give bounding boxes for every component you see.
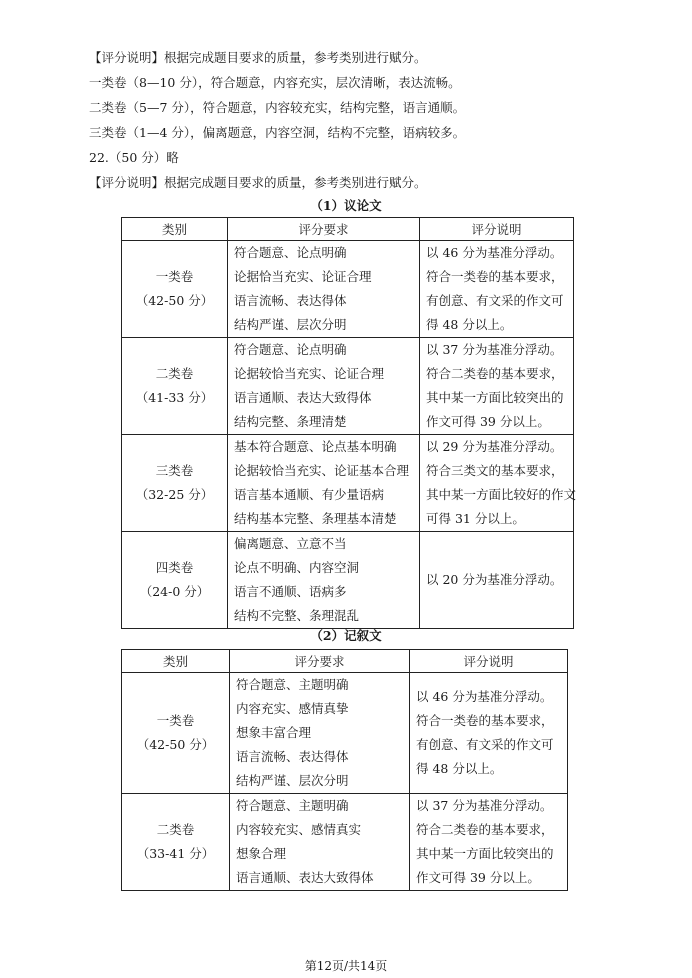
requirement-line: 语言基本通顺、有少量语病 [234, 487, 385, 502]
notes-cell [410, 794, 568, 891]
page-footer: 第12页/共14页 [304, 959, 388, 973]
requirement-line: 内容较充实、感情真实 [236, 822, 362, 837]
table-row [122, 794, 568, 891]
requirement-line: 结构不完整、条理混乱 [234, 608, 360, 623]
table-row [122, 435, 574, 532]
requirement-line: 内容充实、感情真挚 [236, 701, 349, 716]
note-line: 以 46 分为基准分浮动。 [416, 689, 553, 704]
header-notes: 评分说明 [410, 650, 568, 673]
requirement-line: 结构完整、条理清楚 [234, 414, 347, 429]
note-line: 符合一类卷的基本要求， [416, 713, 554, 728]
notes-cell [420, 241, 574, 338]
requirement-line: 符合题意、论点明确 [234, 342, 347, 357]
intro-line: 【评分说明】根据完成题目要求的质量，参考类别进行赋分。 [89, 175, 427, 190]
grade-range: （24-0 分） [139, 584, 210, 599]
table-header-row [122, 218, 574, 241]
requirement-line: 想象合理 [236, 846, 287, 861]
notes-cell [420, 338, 574, 435]
grade-type-cell [122, 338, 228, 435]
notes-cell [420, 435, 577, 532]
note-line: 符合二类卷的基本要求， [416, 822, 554, 837]
note-line: 符合二类卷的基本要求， [426, 366, 564, 381]
notes-cell [420, 532, 574, 629]
grade-name: 二类卷 [155, 366, 194, 381]
requirement-line: 偏离题意、立意不当 [234, 536, 347, 551]
requirement-line: 论据较恰当充实、论证合理 [234, 366, 385, 381]
intro-line: 一类卷（8—10 分），符合题意，内容充实，层次清晰，表达流畅。 [89, 75, 461, 90]
header-type: 类别 [122, 218, 228, 241]
grade-range: （42-50 分） [135, 293, 214, 308]
note-line: 符合三类文的基本要求， [426, 463, 564, 478]
note-line: 有创意、有文采的作文可 [416, 737, 554, 752]
table-row [122, 338, 574, 435]
requirements-cell [230, 673, 410, 794]
requirement-line: 论点不明确、内容空洞 [234, 560, 360, 575]
header-notes: 评分说明 [420, 218, 574, 241]
requirement-line: 语言通顺、表达大致得体 [234, 390, 372, 405]
table1-caption: （1）议论文 [310, 198, 382, 213]
note-line: 得 48 分以上。 [416, 761, 503, 776]
requirement-line: 论据较恰当充实、论证基本合理 [234, 463, 410, 478]
note-line: 符合一类卷的基本要求， [426, 269, 564, 284]
note-line: 可得 31 分以上。 [426, 511, 525, 526]
intro-line: 【评分说明】根据完成题目要求的质量，参考类别进行赋分。 [89, 50, 427, 65]
requirement-line: 语言流畅、表达得体 [236, 749, 349, 764]
requirement-line: 基本符合题意、论点基本明确 [234, 439, 397, 454]
note-line: 其中某一方面比较突出的 [416, 846, 554, 861]
intro-line: 二类卷（5—7 分），符合题意，内容较充实，结构完整，语言通顺。 [89, 100, 466, 115]
grade-name: 一类卷 [155, 269, 194, 284]
header-type: 类别 [122, 650, 230, 673]
grade-type-cell [122, 435, 228, 532]
notes-cell [410, 673, 568, 794]
argumentative-grading-table [121, 217, 577, 629]
requirement-line: 符合题意、论点明确 [234, 245, 347, 260]
question-line: 22.（50 分）略 [89, 150, 179, 165]
requirement-line: 语言流畅、表达得体 [234, 293, 347, 308]
header-requirements: 评分要求 [228, 218, 420, 241]
table-row [122, 673, 568, 794]
note-line: 作文可得 39 分以上。 [416, 870, 540, 885]
note-line: 以 46 分为基准分浮动。 [426, 245, 563, 260]
requirement-line: 想象丰富合理 [236, 725, 312, 740]
requirements-cell [228, 241, 420, 338]
note-line: 以 37 分为基准分浮动。 [416, 798, 553, 813]
requirements-cell [228, 532, 420, 629]
requirement-line: 结构严谨、层次分明 [234, 317, 347, 332]
note-line: 有创意、有文采的作文可 [426, 293, 564, 308]
note-line: 得 48 分以上。 [426, 317, 513, 332]
table2-caption: （2）记叙文 [310, 628, 382, 643]
requirements-cell [228, 338, 420, 435]
requirement-line: 结构基本完整、条理基本清楚 [234, 511, 397, 526]
grade-type-cell [122, 794, 230, 891]
grade-range: （32-25 分） [135, 487, 214, 502]
table-row [122, 532, 574, 629]
requirement-line: 论据恰当充实、论证合理 [234, 269, 372, 284]
grade-type-cell [122, 532, 228, 629]
intro-line: 三类卷（1—4 分），偏离题意，内容空洞，结构不完整，语病较多。 [89, 125, 466, 140]
requirement-line: 语言不通顺、语病多 [234, 584, 347, 599]
note-line: 以 20 分为基准分浮动。 [426, 572, 563, 587]
requirements-cell [228, 435, 420, 532]
note-line: 以 37 分为基准分浮动。 [426, 342, 563, 357]
grade-name: 二类卷 [156, 822, 195, 837]
header-requirements: 评分要求 [230, 650, 410, 673]
grade-name: 一类卷 [156, 713, 195, 728]
table-header-row [122, 650, 568, 673]
grade-type-cell [122, 241, 228, 338]
requirement-line: 符合题意、主题明确 [236, 798, 349, 813]
table-row [122, 241, 574, 338]
grade-range: （41-33 分） [135, 390, 214, 405]
requirement-line: 语言通顺、表达大致得体 [236, 870, 374, 885]
note-line: 作文可得 39 分以上。 [426, 414, 550, 429]
narrative-grading-table [121, 649, 568, 891]
grade-name: 三类卷 [155, 463, 194, 478]
grade-type-cell [122, 673, 230, 794]
note-line: 其中某一方面比较好的作文 [426, 487, 577, 502]
grade-range: （33-41 分） [136, 846, 215, 861]
grade-range: （42-50 分） [136, 737, 215, 752]
requirement-line: 结构严谨、层次分明 [236, 773, 349, 788]
requirement-line: 符合题意、主题明确 [236, 677, 349, 692]
note-line: 以 29 分为基准分浮动。 [426, 439, 563, 454]
grade-name: 四类卷 [155, 560, 194, 575]
note-line: 其中某一方面比较突出的 [426, 390, 564, 405]
requirements-cell [230, 794, 410, 891]
